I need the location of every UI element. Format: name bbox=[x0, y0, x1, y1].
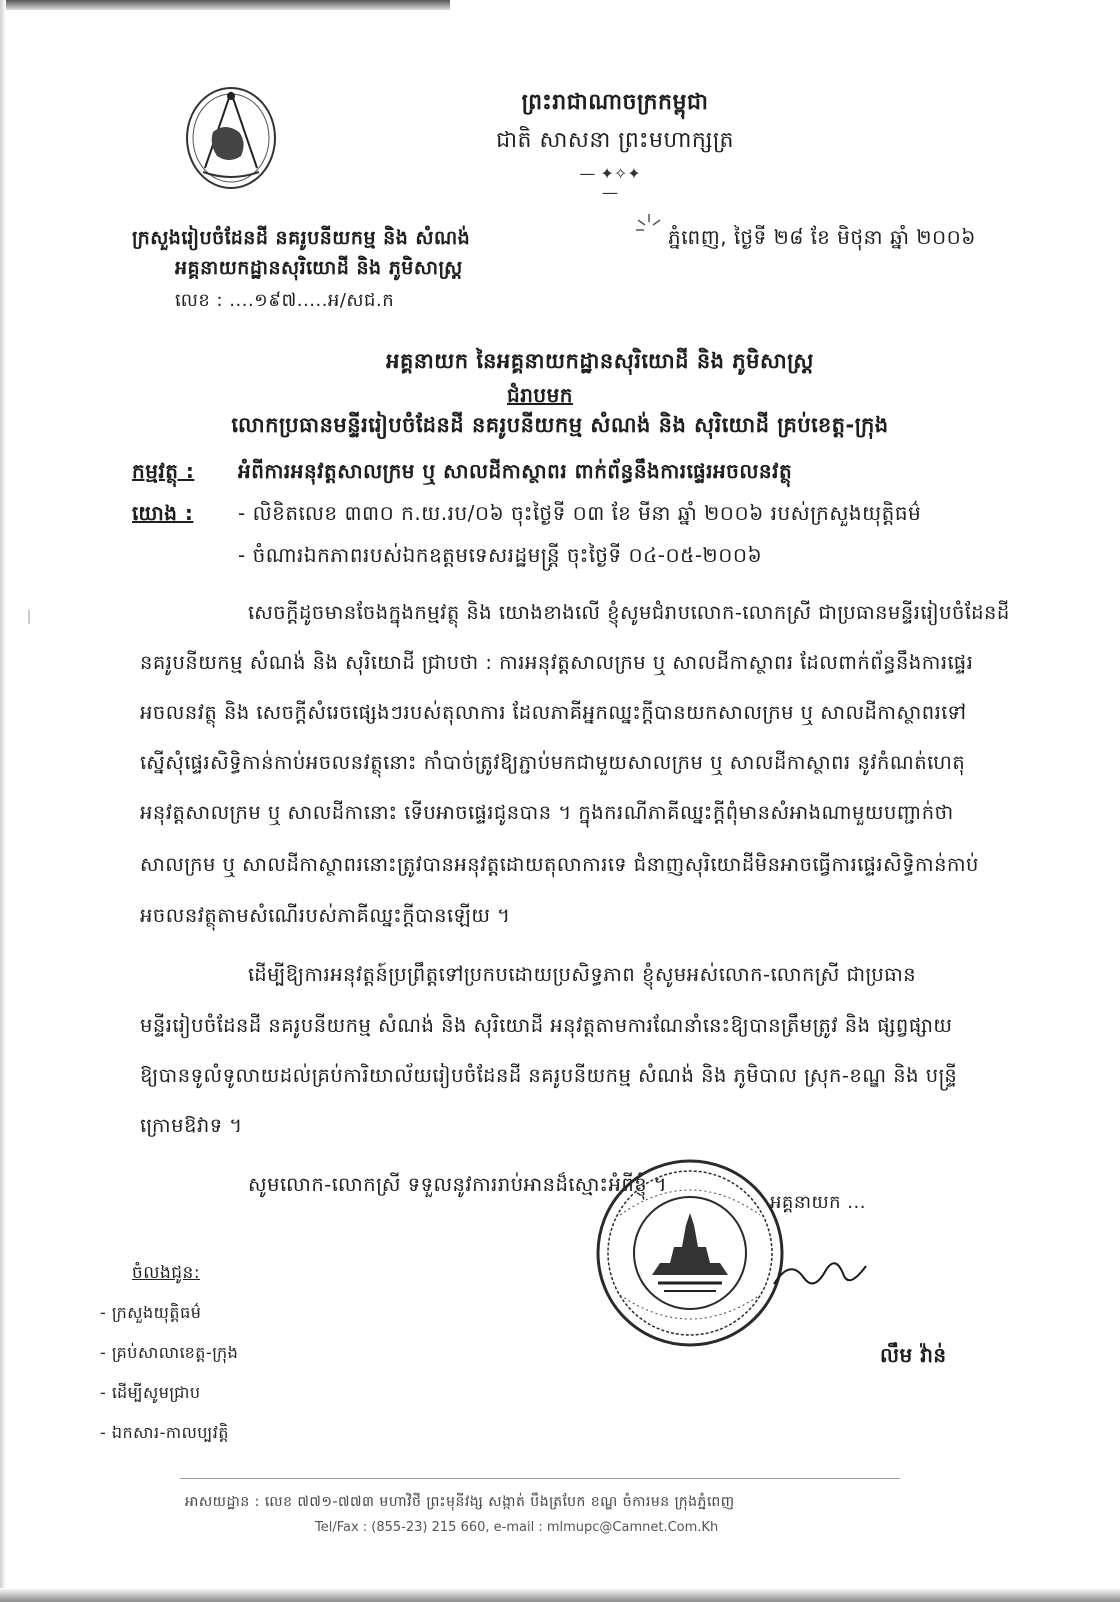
reference-item: - ចំណារឯកភាពរបស់ឯកឧត្តមទេសរដ្ឋមន្ត្រី ចុះថ្ងៃទី ០៤-០៥-២០០៦ bbox=[238, 543, 763, 567]
cc-title: ចំលងជូន: bbox=[132, 1263, 201, 1283]
cc-item: - គ្រប់សាលាខេត្ត-ក្រុង bbox=[100, 1343, 239, 1362]
footer-divider bbox=[180, 1478, 900, 1479]
signer-title: អគ្គនាយក ... bbox=[770, 1192, 866, 1213]
body-paragraph-line: ក្រោមឱវាទ ។ bbox=[140, 1114, 243, 1137]
reference-number: លេខ : ....១៩៧.....អ/សជ.ក bbox=[175, 290, 395, 311]
body-paragraph-line: ដើម្បីឱ្យការអនុវត្តន៍ប្រព្រឹត្តទៅប្រកបដោយប្រសិទ្ធភាព ខ្ញុំសូមអស់លោក-លោកស្រី ជាប្រធាន bbox=[248, 963, 917, 986]
scan-edge-bottom bbox=[0, 1588, 1120, 1602]
kingdom-title: ព្រះរាជាណាចក្រកម្ពុជា bbox=[521, 90, 709, 115]
body-paragraph-line: ឱ្យបានទូលំទូលាយដល់គ្រប់ការិយាល័យរៀបចំដែនដី នគរូបនីយកម្ម សំណង់ និង ភូមិបាល ស្រុក-ខណ្ឌ និង បន្ទ្រី bbox=[140, 1064, 958, 1087]
ministry-name: ក្រសួងរៀបចំដែនដី នគរូបនីយកម្ម និង សំណង់ bbox=[132, 227, 471, 249]
ornament-divider: — ✦✧✦ — bbox=[579, 164, 641, 202]
scan-edge-top bbox=[0, 0, 450, 10]
body-paragraph-line: សេចក្តីដូចមានចែងក្នុងកម្មវត្ថុ និង យោងខាងលើ ខ្ញុំសូមជំរាបលោក-លោកស្រី ជាប្រធានមន្ទីររៀបចំដែនដី bbox=[248, 601, 1010, 624]
salutation-word: ជំរាបមក bbox=[507, 383, 573, 407]
footer-address: អាសយដ្ឋាន : លេខ ៧៧១-៧៧៣ មហាវិថី ព្រះមុនីវង្ស សង្កាត់ បឹងត្របែក ខណ្ឌ ចំការមន ក្រុងភ្នំពេញ bbox=[185, 1494, 735, 1510]
signer-name: លឹម វ៉ាន់ bbox=[880, 1343, 947, 1367]
body-paragraph-line: អនុវត្តសាលក្រម ឬ សាលដីកានោះ ទើបអាចផ្ទេរជូនបាន ។ ក្នុងករណីភាគីឈ្នះក្តីពុំមានសំអាងណាមួយបញ្ជាក់ថា bbox=[140, 801, 954, 824]
body-paragraph-line: សាលក្រម ឬ សាលដីកាស្ថាពរនោះត្រូវបានអនុវត្តដោយតុលាការទេ ជំនាញសុរិយោដីមិនអាចធ្វើការផ្ទេរសិទ្ធិកាន់កាប់ bbox=[140, 853, 979, 876]
cc-item: - ឯកសារ-កាលប្បវត្តិ bbox=[100, 1423, 229, 1442]
subject-text: អំពីការអនុវត្តសាលក្រម ឬ សាលដីកាស្ថាពរ ពាក់ព័ន្ធនឹងការផ្ទេរអចលនវត្ថុ bbox=[238, 459, 793, 483]
closing-line: សូមលោក-លោកស្រី ទទួលនូវការរាប់អានដ៏ស្មោះអំពីខ្ញុំ ។ bbox=[248, 1173, 668, 1196]
reference-item: - លិខិតលេខ ៣៣០ ក.យ.រប/០៦ ចុះថ្ងៃទី ០៣ ខែ មីនា ឆ្នាំ ២០០៦ របស់ក្រសួងយុត្តិធម៌ bbox=[238, 501, 922, 525]
national-motto: ជាតិ សាសនា ព្រះមហាក្សត្រ bbox=[496, 128, 734, 153]
scan-speck-icon bbox=[25, 610, 33, 624]
official-seal-icon bbox=[590, 1155, 790, 1350]
cc-item: - ក្រសួងយុត្តិធម៌ bbox=[100, 1303, 202, 1322]
letter-date: ភ្នំពេញ, ថ្ងៃទី ២៨ ខែ មិថុនា ឆ្នាំ ២០០៦ bbox=[668, 225, 976, 249]
subject-label: កម្មវត្ថុ : bbox=[132, 459, 195, 483]
scan-edge-left bbox=[0, 0, 6, 1602]
reference-label: យោង : bbox=[132, 501, 194, 525]
body-paragraph-line: មន្ទីររៀបចំដែនដី នគរូបនីយកម្ម សំណង់ និង សុរិយោដី អនុវត្តតាមការណែនាំនេះឱ្យបានត្រឹមត្រូវ និង ផ្សព្វផ្សាយ bbox=[140, 1014, 953, 1037]
cc-item: - ដើម្បីសូមជ្រាប bbox=[100, 1383, 201, 1402]
body-paragraph-line: នគរូបនីយកម្ម សំណង់ និង សុរិយោដី ជ្រាបថា : ការអនុវត្តសាលក្រម ឬ សាលដីកាស្ថាពរ ដែលពាក់ព័ន្ធនឹងការផ្ទេរ bbox=[140, 651, 974, 674]
recipient-line: លោកប្រធានមន្ទីររៀបចំដែនដី នគរូបនីយកម្ម សំណង់ និង សុរិយោដី គ្រប់ខេត្ត-ក្រុង bbox=[231, 413, 889, 437]
footer-contact: Tel/Fax : (855-23) 215 660, e-mail : mlmupc@Camnet.Com.Kh bbox=[315, 1520, 719, 1535]
body-paragraph-line: អចលនវត្ថុតាមសំណើរបស់ភាគីឈ្នះក្តីបានឡើយ ។ bbox=[140, 904, 511, 927]
ministry-emblem-icon bbox=[183, 82, 279, 192]
body-paragraph-line: អចលនវត្ថុ និង សេចក្តីសំរេចផ្សេងៗរបស់តុលាការ ដែលភាគីអ្នកឈ្នះក្តីបានយកសាលក្រម ឬ សាលដីកាស្ថាពរទៅ bbox=[140, 701, 967, 724]
sender-title: អគ្គនាយក នៃអគ្គនាយកដ្ឋានសុរិយោដី និង ភូមិសាស្ត្រ bbox=[386, 349, 814, 373]
department-name: អគ្គនាយកដ្ឋានសុរិយោដី និង ភូមិសាស្ត្រ bbox=[175, 257, 463, 279]
body-paragraph-line: ស្នើសុំផ្ទេរសិទ្ធិកាន់កាប់អចលនវត្ថុនោះ កាំបាច់ត្រូវឱ្យភ្ជាប់មកជាមួយសាលក្រម ឬ សាលដីកាស្ថាពរ នូវកំណត់ហេតុ bbox=[140, 751, 966, 774]
sparkle-mark-icon bbox=[634, 212, 664, 242]
handwritten-signature-icon bbox=[770, 1240, 870, 1300]
